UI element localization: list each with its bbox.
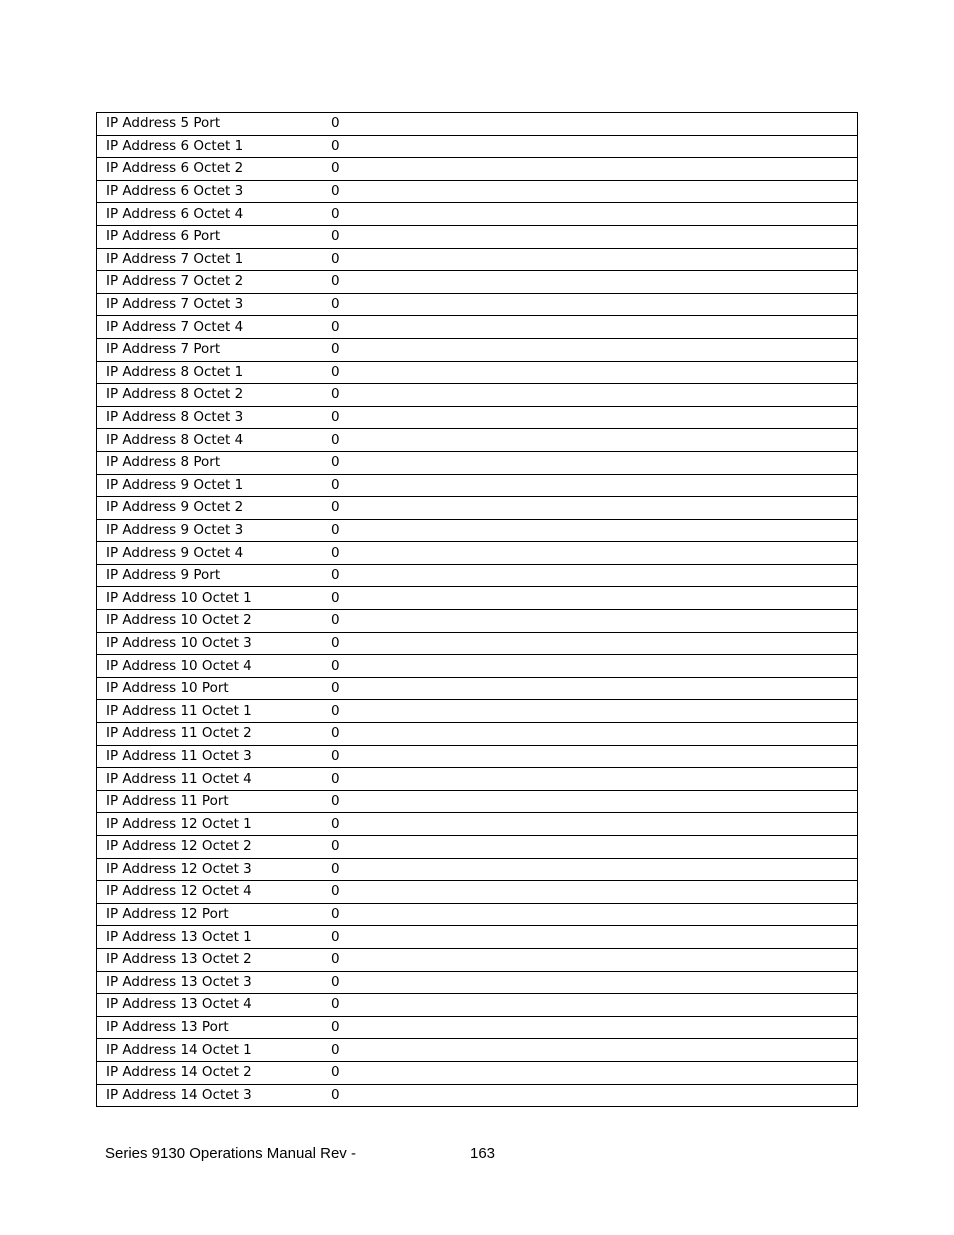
parameter-value-cell: 0: [331, 451, 858, 474]
parameter-name-cell: IP Address 13 Octet 4: [97, 994, 332, 1017]
parameter-value-cell: 0: [331, 745, 858, 768]
parameter-name-cell: IP Address 6 Octet 3: [97, 180, 332, 203]
parameter-name-cell: IP Address 7 Octet 3: [97, 293, 332, 316]
table-row: [97, 429, 858, 452]
parameter-name-cell: IP Address 7 Port: [97, 338, 332, 361]
parameter-value-cell: 0: [331, 813, 858, 836]
parameter-name-cell: IP Address 8 Octet 3: [97, 406, 332, 429]
table-row: [97, 474, 858, 497]
parameter-name-cell: IP Address 8 Port: [97, 451, 332, 474]
table-row: [97, 926, 858, 949]
table-row: [97, 225, 858, 248]
parameter-name-cell: IP Address 11 Octet 2: [97, 723, 332, 746]
table-row: [97, 316, 858, 339]
table-row: [97, 180, 858, 203]
table-row: [97, 248, 858, 271]
table-row: [97, 994, 858, 1017]
parameter-value-cell: 0: [331, 700, 858, 723]
parameter-value-cell: 0: [331, 926, 858, 949]
parameter-name-cell: IP Address 9 Octet 3: [97, 519, 332, 542]
table-row: [97, 542, 858, 565]
table-row: [97, 1016, 858, 1039]
table-row: [97, 451, 858, 474]
parameter-name-cell: IP Address 11 Octet 1: [97, 700, 332, 723]
parameter-name-cell: IP Address 6 Octet 1: [97, 135, 332, 158]
parameter-value-cell: 0: [331, 881, 858, 904]
parameter-name-cell: IP Address 7 Octet 2: [97, 271, 332, 294]
parameter-value-cell: 0: [331, 677, 858, 700]
parameter-value-cell: 0: [331, 564, 858, 587]
parameter-name-cell: IP Address 8 Octet 2: [97, 384, 332, 407]
table-row: [97, 497, 858, 520]
parameter-value-cell: 0: [331, 632, 858, 655]
parameter-name-cell: IP Address 11 Port: [97, 790, 332, 813]
parameter-value-cell: 0: [331, 768, 858, 791]
parameter-name-cell: IP Address 8 Octet 4: [97, 429, 332, 452]
parameter-value-cell: 0: [331, 519, 858, 542]
parameter-value-cell: 0: [331, 497, 858, 520]
table-row: [97, 948, 858, 971]
parameter-name-cell: IP Address 10 Octet 2: [97, 610, 332, 633]
parameter-value-cell: 0: [331, 994, 858, 1017]
table-row: [97, 564, 858, 587]
table-row: [97, 587, 858, 610]
parameter-name-cell: IP Address 6 Port: [97, 225, 332, 248]
parameter-name-cell: IP Address 14 Octet 3: [97, 1084, 332, 1107]
parameter-value-cell: 0: [331, 948, 858, 971]
parameter-name-cell: IP Address 6 Octet 4: [97, 203, 332, 226]
parameter-value-cell: 0: [331, 971, 858, 994]
parameter-value-cell: 0: [331, 271, 858, 294]
parameter-name-cell: IP Address 10 Octet 3: [97, 632, 332, 655]
parameter-value-cell: 0: [331, 587, 858, 610]
table-row: [97, 881, 858, 904]
parameter-name-cell: IP Address 9 Port: [97, 564, 332, 587]
parameter-name-cell: IP Address 12 Octet 2: [97, 836, 332, 859]
table-row: [97, 745, 858, 768]
parameter-value-cell: 0: [331, 293, 858, 316]
table-row: [97, 903, 858, 926]
table-row: [97, 384, 858, 407]
parameter-value-cell: 0: [331, 203, 858, 226]
parameter-name-cell: IP Address 13 Octet 1: [97, 926, 332, 949]
parameter-value-cell: 0: [331, 1084, 858, 1107]
table-row: [97, 203, 858, 226]
parameter-value-cell: 0: [331, 610, 858, 633]
table-row: [97, 135, 858, 158]
table-row: [97, 361, 858, 384]
parameter-name-cell: IP Address 10 Octet 4: [97, 655, 332, 678]
parameter-value-cell: 0: [331, 858, 858, 881]
parameter-name-cell: IP Address 7 Octet 4: [97, 316, 332, 339]
table-row: [97, 610, 858, 633]
table-row: [97, 338, 858, 361]
parameter-value-cell: 0: [331, 836, 858, 859]
table-row: [97, 1084, 858, 1107]
parameter-name-cell: IP Address 9 Octet 4: [97, 542, 332, 565]
parameter-value-cell: 0: [331, 1016, 858, 1039]
table-row: [97, 158, 858, 181]
parameter-name-cell: IP Address 10 Port: [97, 677, 332, 700]
parameter-value-cell: 0: [331, 361, 858, 384]
table-row: [97, 113, 858, 136]
parameter-value-cell: 0: [331, 474, 858, 497]
parameter-value-cell: 0: [331, 655, 858, 678]
parameter-value-cell: 0: [331, 338, 858, 361]
page-number: 163: [470, 1145, 496, 1162]
parameter-value-cell: 0: [331, 384, 858, 407]
table-row: [97, 655, 858, 678]
parameter-name-cell: IP Address 11 Octet 4: [97, 768, 332, 791]
table-row: [97, 836, 858, 859]
parameter-value-cell: 0: [331, 135, 858, 158]
parameter-value-cell: 0: [331, 790, 858, 813]
parameter-name-cell: IP Address 13 Octet 3: [97, 971, 332, 994]
table-row: [97, 813, 858, 836]
parameter-name-cell: IP Address 12 Port: [97, 903, 332, 926]
table-row: [97, 677, 858, 700]
parameter-value-cell: 0: [331, 723, 858, 746]
footer-title: Series 9130 Operations Manual Rev -: [105, 1145, 356, 1162]
parameter-name-cell: IP Address 13 Port: [97, 1016, 332, 1039]
parameter-value-cell: 0: [331, 903, 858, 926]
parameter-value-cell: 0: [331, 158, 858, 181]
parameter-name-cell: IP Address 13 Octet 2: [97, 948, 332, 971]
table-row: [97, 790, 858, 813]
parameter-name-cell: IP Address 9 Octet 2: [97, 497, 332, 520]
table-row: [97, 768, 858, 791]
table-row: [97, 1039, 858, 1062]
parameter-value-cell: 0: [331, 1039, 858, 1062]
parameter-name-cell: IP Address 12 Octet 3: [97, 858, 332, 881]
parameter-name-cell: IP Address 5 Port: [97, 113, 332, 136]
table-row: [97, 406, 858, 429]
parameter-name-cell: IP Address 9 Octet 1: [97, 474, 332, 497]
parameter-value-cell: 0: [331, 316, 858, 339]
parameter-name-cell: IP Address 14 Octet 2: [97, 1061, 332, 1084]
parameter-value-cell: 0: [331, 180, 858, 203]
parameter-name-cell: IP Address 10 Octet 1: [97, 587, 332, 610]
parameter-name-cell: IP Address 8 Octet 1: [97, 361, 332, 384]
parameter-name-cell: IP Address 6 Octet 2: [97, 158, 332, 181]
parameter-table-body: [97, 113, 858, 1107]
parameter-name-cell: IP Address 7 Octet 1: [97, 248, 332, 271]
table-row: [97, 1061, 858, 1084]
table-row: [97, 723, 858, 746]
table-row: [97, 858, 858, 881]
table-row: [97, 293, 858, 316]
parameter-value-cell: 0: [331, 113, 858, 136]
table-row: [97, 632, 858, 655]
parameter-value-cell: 0: [331, 542, 858, 565]
table-row: [97, 271, 858, 294]
parameter-name-cell: IP Address 14 Octet 1: [97, 1039, 332, 1062]
table-row: [97, 700, 858, 723]
parameter-value-cell: 0: [331, 225, 858, 248]
table-row: [97, 519, 858, 542]
table-row: [97, 971, 858, 994]
parameter-value-cell: 0: [331, 248, 858, 271]
parameter-name-cell: IP Address 11 Octet 3: [97, 745, 332, 768]
parameter-table: [96, 112, 858, 1107]
parameter-value-cell: 0: [331, 406, 858, 429]
parameter-value-cell: 0: [331, 1061, 858, 1084]
parameter-value-cell: 0: [331, 429, 858, 452]
parameter-name-cell: IP Address 12 Octet 4: [97, 881, 332, 904]
parameter-name-cell: IP Address 12 Octet 1: [97, 813, 332, 836]
